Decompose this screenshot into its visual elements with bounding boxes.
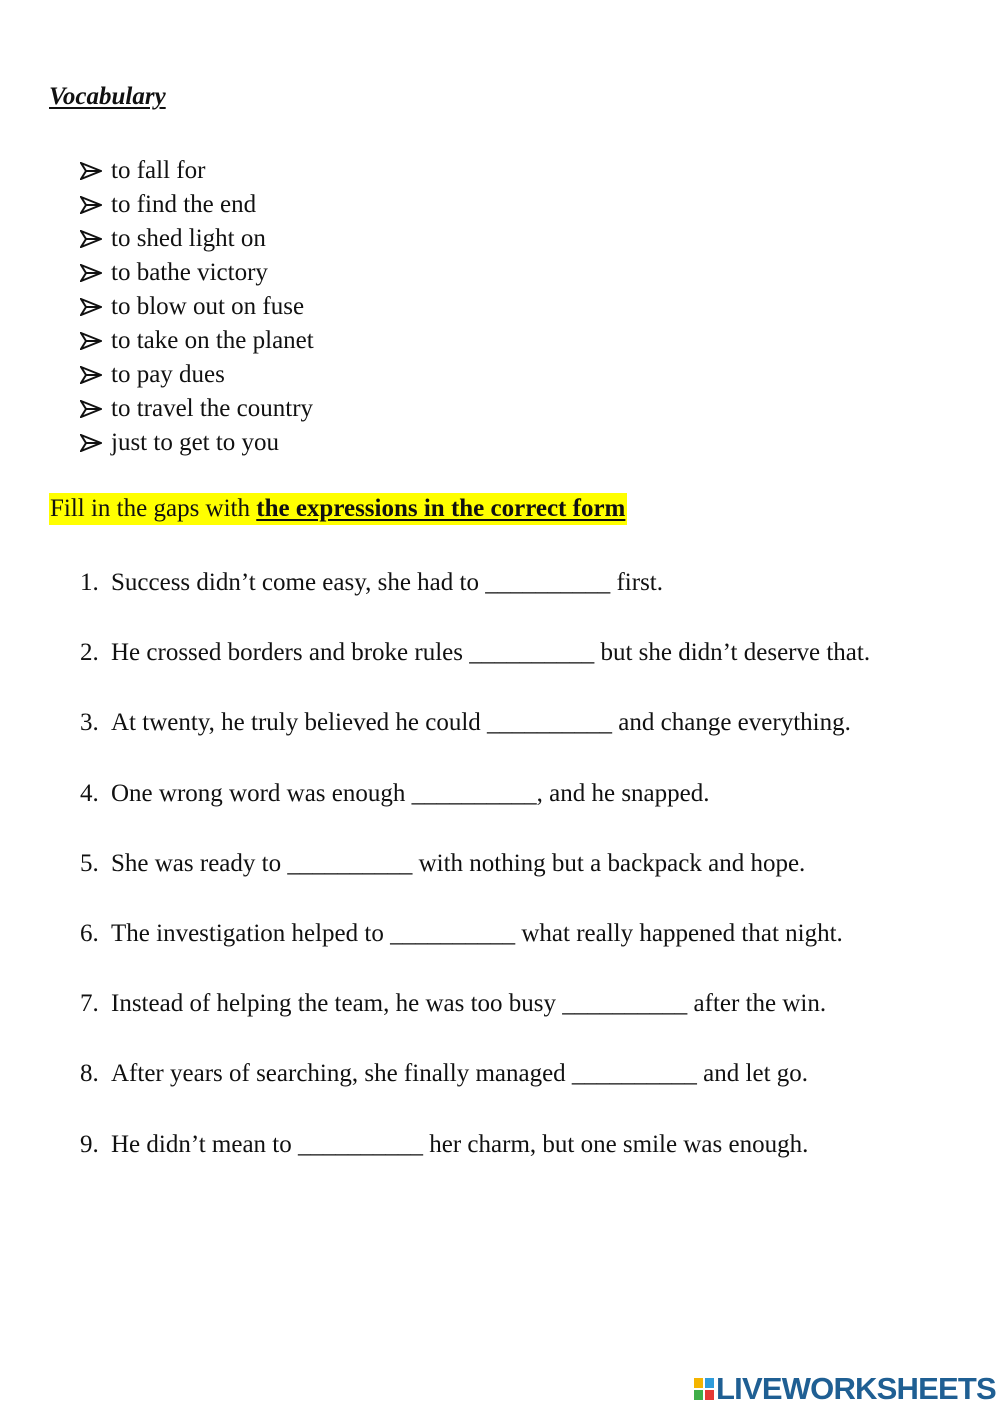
vocabulary-item: [80, 154, 314, 188]
vocabulary-item: [80, 188, 314, 222]
exercise-item: [80, 987, 870, 1057]
vocabulary-list: [80, 154, 314, 460]
exercise-sentence: He didn’t mean to __________ her charm, but one smile was enough.: [111, 1130, 809, 1158]
exercise-item: [80, 1057, 870, 1127]
exercise-number: 1.: [80, 569, 99, 596]
liveworksheets-logo-icon: [693, 1377, 715, 1401]
exercise-sentence: He crossed borders and broke rules __________ but she didn’t deserve that.: [111, 639, 871, 667]
vocabulary-item-text: to blow out on fuse: [111, 293, 305, 320]
exercise-sentence: Instead of helping the team, he was too busy __________ after the win.: [111, 990, 827, 1018]
exercise-sentence: Success didn’t come easy, she had to __________ first.: [111, 569, 663, 596]
exercise-sentence: After years of searching, she finally managed __________ and let go.: [111, 1060, 809, 1088]
instruction-text: [49, 493, 627, 525]
vocabulary-item-text: to shed light on: [111, 225, 266, 252]
vocabulary-item-text: to find the end: [111, 191, 257, 218]
instruction-prefix: Fill in the gaps with: [50, 495, 257, 522]
exercise-item: [80, 917, 870, 987]
vocabulary-item: [80, 324, 314, 358]
exercise-number: 5.: [80, 849, 99, 877]
exercise-sentence: At twenty, he truly believed he could __________ and change everything.: [111, 709, 851, 737]
vocabulary-item: [80, 222, 314, 256]
exercise-sentence: The investigation helped to __________ what really happened that night.: [111, 919, 843, 947]
exercise-number: 2.: [80, 639, 99, 667]
arrow-bullet-icon: [80, 264, 102, 282]
arrow-bullet-icon: [80, 434, 102, 452]
arrow-bullet-icon: [80, 400, 102, 418]
vocabulary-item: [80, 392, 314, 426]
liveworksheets-logo: [693, 1373, 996, 1405]
vocabulary-item-text: to take on the planet: [111, 327, 314, 354]
instruction-emphasis: the expressions in the correct form: [256, 495, 626, 522]
vocabulary-item: [80, 290, 314, 324]
exercise-number: 3.: [80, 709, 99, 737]
logo-text: LIVEWORKSHEETS: [716, 1371, 996, 1406]
vocabulary-item: [80, 426, 314, 460]
exercise-sentence: One wrong word was enough __________, and he snapped.: [111, 779, 710, 807]
vocabulary-item-text: to fall for: [111, 157, 206, 184]
exercise-item: [80, 847, 870, 917]
vocabulary-item-text: to bathe victory: [111, 259, 268, 286]
exercise-item: [80, 636, 870, 706]
exercise-item: [80, 566, 870, 636]
exercise-sentence: She was ready to __________ with nothing but a backpack and hope.: [111, 849, 806, 877]
arrow-bullet-icon: [80, 298, 102, 316]
exercise-list: [80, 566, 870, 1198]
arrow-bullet-icon: [80, 230, 102, 248]
exercise-number: 4.: [80, 779, 99, 807]
exercise-number: 9.: [80, 1130, 99, 1158]
vocabulary-item-text: just to get to you: [111, 429, 280, 456]
exercise-number: 7.: [80, 990, 99, 1018]
exercise-number: 6.: [80, 919, 99, 947]
arrow-bullet-icon: [80, 162, 102, 180]
exercise-item: [80, 777, 870, 847]
vocabulary-item: [80, 256, 314, 290]
vocabulary-item-text: to pay dues: [111, 361, 225, 388]
arrow-bullet-icon: [80, 332, 102, 350]
exercise-number: 8.: [80, 1060, 99, 1088]
exercise-item: [80, 706, 870, 776]
arrow-bullet-icon: [80, 366, 102, 384]
arrow-bullet-icon: [80, 196, 102, 214]
vocabulary-item: [80, 358, 314, 392]
exercise-item: [80, 1128, 870, 1198]
vocabulary-item-text: to travel the country: [111, 395, 314, 422]
vocabulary-title: Vocabulary: [49, 83, 166, 110]
